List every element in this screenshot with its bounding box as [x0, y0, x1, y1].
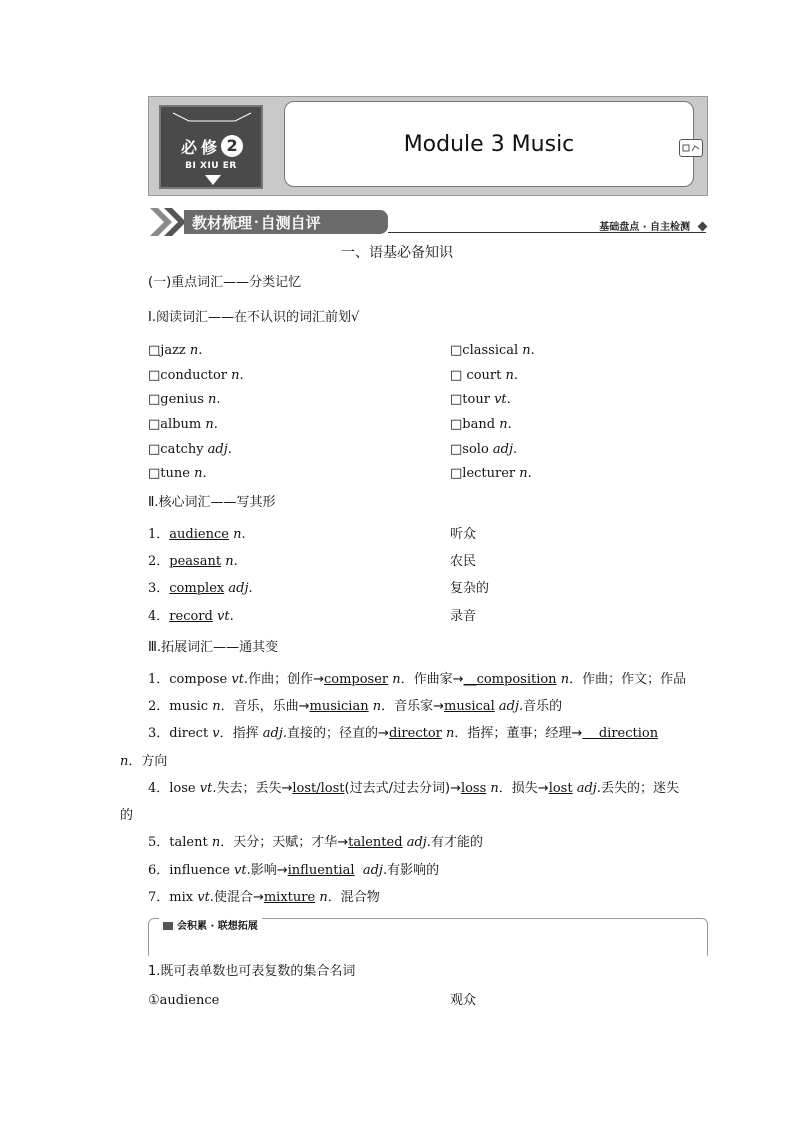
pill-dot: ·: [254, 215, 259, 229]
reading-word: □ court n.: [450, 368, 518, 383]
core-word: 1．audience n.: [148, 527, 246, 542]
reading-word: □conductor n.: [148, 368, 244, 383]
core-word: 4．record vt.: [148, 609, 234, 624]
extended-word-line: 3．direct v．指挥 adj.直接的；径直的→director n．指挥；董事；经理→ direction: [148, 726, 659, 741]
collective-item: ①audience: [148, 993, 220, 1008]
note-icon: [163, 922, 173, 930]
box-label: 会积累 · 联想拓展: [159, 917, 262, 932]
core-meaning: 农民: [450, 554, 477, 569]
book-badge: [159, 105, 263, 189]
reading-word: □tour vt.: [450, 392, 511, 407]
collective-meaning: 观众: [450, 993, 477, 1008]
part1-title: Ⅰ.阅读词汇——在不认识的词汇前划√: [148, 310, 360, 325]
accumulate-box: [148, 918, 708, 956]
extended-word-line: n．方向: [120, 754, 168, 769]
core-word: 3．complex adj.: [148, 581, 253, 596]
reading-word: □jazz n.: [148, 343, 203, 358]
extended-word-line: 2．music n．音乐，乐曲→musician n．音乐家→musical adj.音乐的: [148, 699, 563, 714]
chart-icon: [679, 139, 703, 157]
double-chevron-icon: [148, 208, 188, 236]
section-strip: [148, 208, 708, 236]
reading-word: □catchy adj.: [148, 442, 232, 457]
reading-word: □genius n.: [148, 392, 221, 407]
diamond-icon: [698, 222, 708, 232]
badge-char: 必: [180, 137, 197, 157]
badge-title: [169, 133, 255, 159]
badge-number: 2: [221, 135, 243, 157]
core-meaning: 录音: [450, 609, 477, 624]
part2-title: Ⅱ.核心词汇——写其形: [148, 495, 276, 510]
extended-word-line: 4．lose vt.失去；丢失→lost/lost(过去式/过去分词)→loss n．损失→lost adj.丢失的；迷失: [148, 781, 679, 796]
badge-char: 修: [201, 137, 218, 157]
section-pill: [184, 210, 388, 234]
module-title-box: [284, 101, 694, 187]
pill-text: 自测自评: [260, 213, 321, 232]
part3-title: Ⅲ.拓展词汇——通其变: [148, 640, 279, 655]
extended-word-line: 1．compose vt.作曲；创作→composer n．作曲家→__composition n．作曲；作文；作品: [148, 672, 687, 687]
reading-word: □lecturer n.: [450, 466, 532, 481]
reading-word: □solo adj.: [450, 442, 518, 457]
core-word: 2．peasant n.: [148, 554, 238, 569]
pill-text: 教材梳理: [192, 213, 253, 232]
collective-title: 1.既可表单数也可表复数的集合名词: [148, 964, 356, 979]
extended-word-line: 5．talent n．天分；天赋；才华→talented adj.有才能的: [148, 835, 483, 850]
sub-heading: (一)重点词汇——分类记忆: [148, 275, 302, 290]
badge-subtitle: BI XIU ER: [185, 161, 237, 171]
triangle-down-icon: [205, 175, 221, 185]
core-meaning: 听众: [450, 527, 477, 542]
extended-word-line: 6．influence vt.影响→influential adj.有影响的: [148, 863, 440, 878]
section-heading: 一、语基必备知识: [341, 245, 453, 261]
extended-word-line: 的: [120, 808, 134, 823]
reading-word: □band n.: [450, 417, 512, 432]
extended-word-line: 7．mix vt.使混合→mixture n．混合物: [148, 890, 380, 905]
strip-right-label: 基础盘点 · 自主检测: [599, 222, 690, 233]
badge-decoration-icon: [169, 111, 255, 123]
reading-word: □classical n.: [450, 343, 535, 358]
reading-word: □album n.: [148, 417, 218, 432]
module-title: Module 3 Music: [403, 132, 575, 157]
module-banner: [148, 96, 708, 196]
core-meaning: 复杂的: [450, 581, 490, 596]
reading-word: □tune n.: [148, 466, 207, 481]
